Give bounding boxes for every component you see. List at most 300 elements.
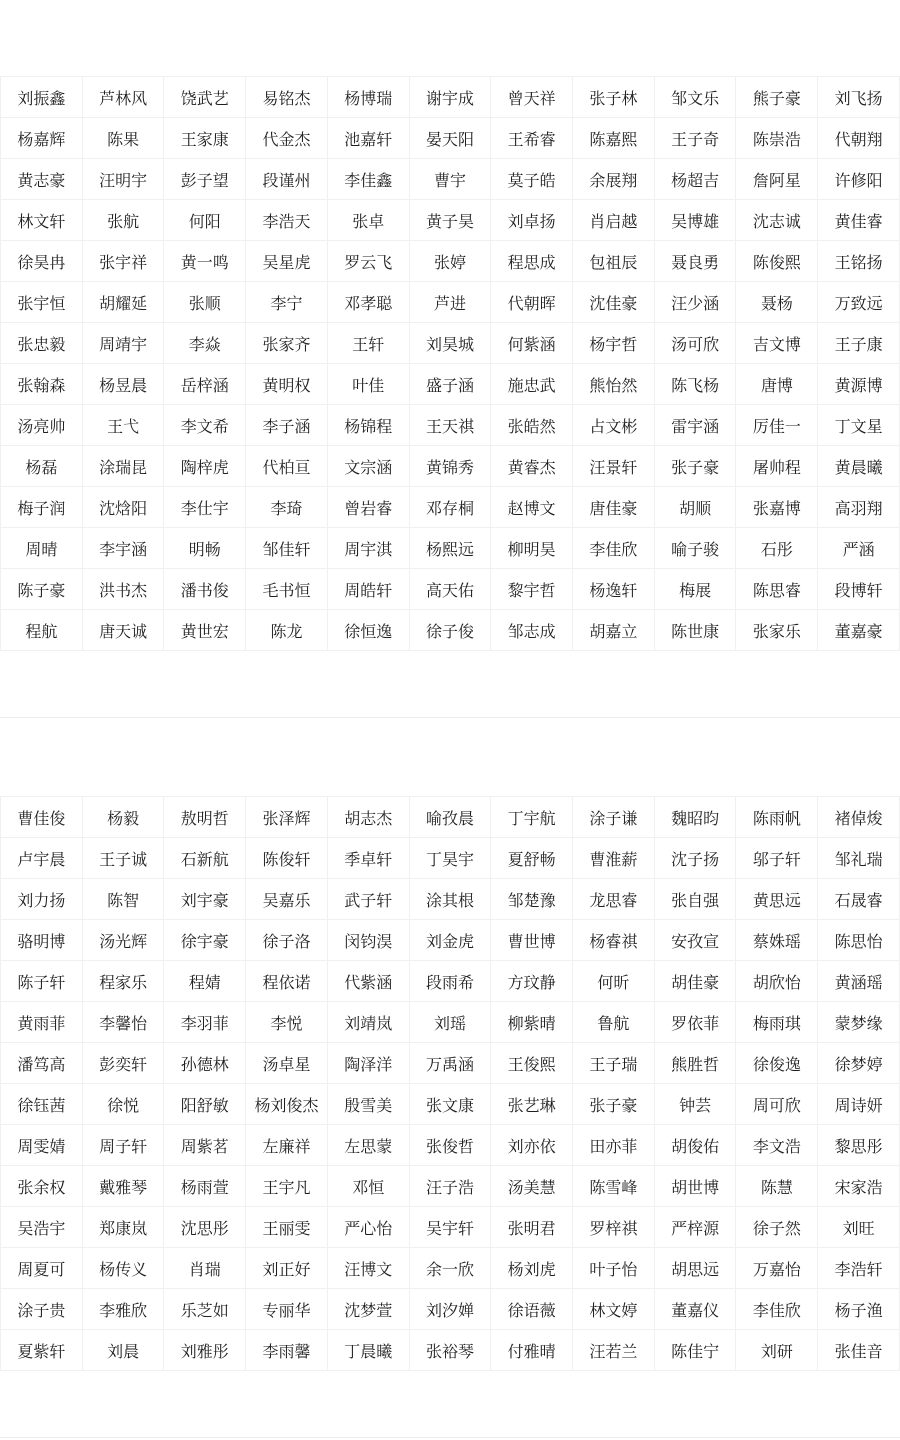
name-cell: 陈子豪 (1, 569, 83, 610)
name-cell: 胡俊佑 (654, 1125, 736, 1166)
name-cell: 洪书杰 (82, 569, 164, 610)
name-cell: 刘瑶 (409, 1002, 491, 1043)
name-cell: 严心怡 (327, 1207, 409, 1248)
name-cell: 徐子洛 (246, 920, 328, 961)
name-cell: 张子豪 (654, 446, 736, 487)
name-cell: 刘靖岚 (327, 1002, 409, 1043)
name-cell: 沈志诚 (736, 200, 818, 241)
name-cell: 周紫茗 (164, 1125, 246, 1166)
name-cell: 杨超吉 (654, 159, 736, 200)
name-cell: 杨子渔 (818, 1289, 900, 1330)
name-cell: 周宇淇 (327, 528, 409, 569)
name-cell: 吴星虎 (246, 241, 328, 282)
name-cell: 陈子轩 (1, 961, 83, 1002)
name-cell: 汪明宇 (82, 159, 164, 200)
name-cell: 聂杨 (736, 282, 818, 323)
name-cell: 汤美慧 (491, 1166, 573, 1207)
name-cell: 黄佳睿 (818, 200, 900, 241)
name-cell: 付雅晴 (491, 1330, 573, 1371)
name-cell: 周可欣 (736, 1084, 818, 1125)
name-cell: 何昕 (573, 961, 655, 1002)
name-cell: 王丽雯 (246, 1207, 328, 1248)
table-row (1, 200, 900, 241)
name-cell: 黄睿杰 (491, 446, 573, 487)
name-cell: 沈子扬 (654, 838, 736, 879)
name-cell: 沈佳豪 (573, 282, 655, 323)
name-cell: 严涵 (818, 528, 900, 569)
table-row (1, 528, 900, 569)
name-cell: 万致远 (818, 282, 900, 323)
name-cell: 李雅欣 (82, 1289, 164, 1330)
name-cell: 宋家浩 (818, 1166, 900, 1207)
name-cell: 陈雪峰 (573, 1166, 655, 1207)
table-row (1, 487, 900, 528)
name-cell: 胡耀延 (82, 282, 164, 323)
name-cell: 肖启越 (573, 200, 655, 241)
name-cell: 杨嘉辉 (1, 118, 83, 159)
name-cell: 陈俊轩 (246, 838, 328, 879)
name-cell: 罗依菲 (654, 1002, 736, 1043)
name-cell: 周皓轩 (327, 569, 409, 610)
name-cell: 闵钧淏 (327, 920, 409, 961)
name-cell: 徐语薇 (491, 1289, 573, 1330)
name-cell: 汪博文 (327, 1248, 409, 1289)
name-cell: 曾岩睿 (327, 487, 409, 528)
name-cell: 张文康 (409, 1084, 491, 1125)
name-cell: 张家齐 (246, 323, 328, 364)
name-cell: 专丽华 (246, 1289, 328, 1330)
name-cell: 张子林 (573, 77, 655, 118)
name-cell: 刘旺 (818, 1207, 900, 1248)
name-cell: 莫子皓 (491, 159, 573, 200)
name-cell: 陈慧 (736, 1166, 818, 1207)
name-cell: 阳舒敏 (164, 1084, 246, 1125)
name-cell: 杨锦程 (327, 405, 409, 446)
name-cell: 严梓源 (654, 1207, 736, 1248)
name-cell: 徐悦 (82, 1084, 164, 1125)
name-cell: 殷雪美 (327, 1084, 409, 1125)
name-cell: 李焱 (164, 323, 246, 364)
name-cell: 郑康岚 (82, 1207, 164, 1248)
table-row (1, 961, 900, 1002)
name-cell: 邹志成 (491, 610, 573, 651)
name-cell: 董嘉豪 (818, 610, 900, 651)
name-cell: 张翰森 (1, 364, 83, 405)
name-cell: 何紫涵 (491, 323, 573, 364)
name-cell: 汤光辉 (82, 920, 164, 961)
name-cell: 王子瑞 (573, 1043, 655, 1084)
name-cell: 汤可欣 (654, 323, 736, 364)
name-cell: 王子康 (818, 323, 900, 364)
name-cell: 沈思彤 (164, 1207, 246, 1248)
name-cell: 黄明权 (246, 364, 328, 405)
name-cell: 施忠武 (491, 364, 573, 405)
name-cell: 孙德林 (164, 1043, 246, 1084)
name-cell: 蔡姝瑶 (736, 920, 818, 961)
name-cell: 张俊哲 (409, 1125, 491, 1166)
name-cell: 黄锦秀 (409, 446, 491, 487)
name-cell: 吴嘉乐 (246, 879, 328, 920)
name-cell: 叶佳 (327, 364, 409, 405)
name-cell: 石新航 (164, 838, 246, 879)
name-cell: 邓恒 (327, 1166, 409, 1207)
name-cell: 段雨希 (409, 961, 491, 1002)
name-cell: 黄思远 (736, 879, 818, 920)
name-cell: 张明君 (491, 1207, 573, 1248)
name-cell: 唐天诚 (82, 610, 164, 651)
name-cell: 陈智 (82, 879, 164, 920)
name-cell: 毛书恒 (246, 569, 328, 610)
name-cell: 刘研 (736, 1330, 818, 1371)
name-cell: 田亦菲 (573, 1125, 655, 1166)
name-cell: 胡志杰 (327, 797, 409, 838)
name-cell: 陈佳宁 (654, 1330, 736, 1371)
name-cell: 曾天祥 (491, 77, 573, 118)
name-cell: 刘卓扬 (491, 200, 573, 241)
name-cell: 余一欣 (409, 1248, 491, 1289)
name-cell: 陈世康 (654, 610, 736, 651)
name-cell: 占文彬 (573, 405, 655, 446)
name-cell: 杨刘俊杰 (246, 1084, 328, 1125)
name-cell: 邹文乐 (654, 77, 736, 118)
table-row (1, 1330, 900, 1371)
name-cell: 王弋 (82, 405, 164, 446)
name-cell: 熊子豪 (736, 77, 818, 118)
name-cell: 潘笃高 (1, 1043, 83, 1084)
name-cell: 张余权 (1, 1166, 83, 1207)
name-cell: 刘正好 (246, 1248, 328, 1289)
name-cell: 涂子贵 (1, 1289, 83, 1330)
name-cell: 刘汐婵 (409, 1289, 491, 1330)
name-cell: 张航 (82, 200, 164, 241)
name-cell: 代朝翔 (818, 118, 900, 159)
name-cell: 夏舒畅 (491, 838, 573, 879)
name-cell: 代金杰 (246, 118, 328, 159)
name-cell: 张泽辉 (246, 797, 328, 838)
name-cell: 李宁 (246, 282, 328, 323)
name-cell: 吴浩宇 (1, 1207, 83, 1248)
name-cell: 徐恒逸 (327, 610, 409, 651)
name-cell: 杨毅 (82, 797, 164, 838)
name-cell: 李悦 (246, 1002, 328, 1043)
table-row (1, 282, 900, 323)
name-cell: 曹世博 (491, 920, 573, 961)
name-cell: 余展翔 (573, 159, 655, 200)
name-cell: 左思蒙 (327, 1125, 409, 1166)
name-cell: 高羽翔 (818, 487, 900, 528)
name-cell: 王子诚 (82, 838, 164, 879)
name-cell: 罗梓祺 (573, 1207, 655, 1248)
name-cell: 文宗涵 (327, 446, 409, 487)
name-cell: 邓存桐 (409, 487, 491, 528)
name-cell: 肖瑞 (164, 1248, 246, 1289)
name-cell: 黄源博 (818, 364, 900, 405)
table-row (1, 1043, 900, 1084)
name-cell: 熊胜哲 (654, 1043, 736, 1084)
name-cell: 丁宇航 (491, 797, 573, 838)
name-cell: 张忠毅 (1, 323, 83, 364)
table-row (1, 879, 900, 920)
name-cell: 刘晨 (82, 1330, 164, 1371)
name-cell: 唐佳豪 (573, 487, 655, 528)
name-cell: 黄涵瑶 (818, 961, 900, 1002)
name-cell: 明畅 (164, 528, 246, 569)
name-cell: 曹淮薪 (573, 838, 655, 879)
name-cell: 张皓然 (491, 405, 573, 446)
section-divider (0, 717, 900, 718)
name-cell: 周诗妍 (818, 1084, 900, 1125)
name-cell: 屠帅程 (736, 446, 818, 487)
name-cell: 汪景轩 (573, 446, 655, 487)
name-cell: 代朝晖 (491, 282, 573, 323)
name-cell: 董嘉仪 (654, 1289, 736, 1330)
name-cell: 龙思睿 (573, 879, 655, 920)
name-cell: 褚倬焌 (818, 797, 900, 838)
table-row (1, 159, 900, 200)
name-cell: 彭子望 (164, 159, 246, 200)
name-cell: 熊怡然 (573, 364, 655, 405)
name-cell: 喻子骏 (654, 528, 736, 569)
name-cell: 徐子俊 (409, 610, 491, 651)
name-cell: 胡世博 (654, 1166, 736, 1207)
name-cell: 梅雨琪 (736, 1002, 818, 1043)
name-table-2 (0, 796, 900, 1371)
table-row (1, 610, 900, 651)
name-cell: 张裕琴 (409, 1330, 491, 1371)
name-cell: 徐子然 (736, 1207, 818, 1248)
name-cell: 周晴 (1, 528, 83, 569)
name-cell: 沈焓阳 (82, 487, 164, 528)
name-cell: 方玟静 (491, 961, 573, 1002)
table-row (1, 1248, 900, 1289)
name-cell: 敖明哲 (164, 797, 246, 838)
name-cell: 李宇涵 (82, 528, 164, 569)
name-cell: 陶梓虎 (164, 446, 246, 487)
name-cell: 柳明昊 (491, 528, 573, 569)
name-cell: 王轩 (327, 323, 409, 364)
name-cell: 张家乐 (736, 610, 818, 651)
name-cell: 石晟睿 (818, 879, 900, 920)
name-cell: 张艺琳 (491, 1084, 573, 1125)
name-cell: 包祖辰 (573, 241, 655, 282)
table-row (1, 446, 900, 487)
name-cell: 汤亮帅 (1, 405, 83, 446)
name-cell: 徐昊冉 (1, 241, 83, 282)
name-cell: 李子涵 (246, 405, 328, 446)
name-cell: 代柏亘 (246, 446, 328, 487)
table-row (1, 838, 900, 879)
name-cell: 汪少涵 (654, 282, 736, 323)
table-row (1, 1125, 900, 1166)
name-cell: 吴宇轩 (409, 1207, 491, 1248)
name-cell: 彭奕轩 (82, 1043, 164, 1084)
name-cell: 邬子轩 (736, 838, 818, 879)
name-cell: 陈嘉熙 (573, 118, 655, 159)
name-cell: 喻孜晨 (409, 797, 491, 838)
name-cell: 段谨州 (246, 159, 328, 200)
name-cell: 聂良勇 (654, 241, 736, 282)
name-cell: 邹礼瑞 (818, 838, 900, 879)
name-cell: 詹阿星 (736, 159, 818, 200)
name-cell: 徐俊逸 (736, 1043, 818, 1084)
name-cell: 黄一鸣 (164, 241, 246, 282)
name-cell: 黄志豪 (1, 159, 83, 200)
name-cell: 胡欣怡 (736, 961, 818, 1002)
name-cell: 李文希 (164, 405, 246, 446)
name-cell: 卢宇晨 (1, 838, 83, 879)
name-cell: 万嘉怡 (736, 1248, 818, 1289)
name-cell: 乐芝如 (164, 1289, 246, 1330)
name-cell: 黎思彤 (818, 1125, 900, 1166)
name-cell: 王家康 (164, 118, 246, 159)
name-cell: 张子豪 (573, 1084, 655, 1125)
name-cell: 潘书俊 (164, 569, 246, 610)
name-cell: 刘昊城 (409, 323, 491, 364)
name-cell: 刘力扬 (1, 879, 83, 920)
name-cell: 许修阳 (818, 159, 900, 200)
table-row (1, 1166, 900, 1207)
table-row (1, 241, 900, 282)
name-cell: 胡思远 (654, 1248, 736, 1289)
name-cell: 张佳音 (818, 1330, 900, 1371)
name-cell: 唐博 (736, 364, 818, 405)
name-cell: 赵博文 (491, 487, 573, 528)
name-cell: 钟芸 (654, 1084, 736, 1125)
name-cell: 戴雅琴 (82, 1166, 164, 1207)
table-row (1, 1084, 900, 1125)
name-cell: 胡佳豪 (654, 961, 736, 1002)
table-row (1, 118, 900, 159)
name-cell: 蒙梦缘 (818, 1002, 900, 1043)
name-cell: 柳紫晴 (491, 1002, 573, 1043)
name-cell: 程思成 (491, 241, 573, 282)
name-cell: 吴博雄 (654, 200, 736, 241)
name-table-1 (0, 76, 900, 651)
name-cell: 沈梦萱 (327, 1289, 409, 1330)
name-cell: 杨雨萱 (164, 1166, 246, 1207)
name-cell: 王希睿 (491, 118, 573, 159)
name-cell: 杨博瑞 (327, 77, 409, 118)
name-cell: 陈崇浩 (736, 118, 818, 159)
table-row (1, 364, 900, 405)
name-cell: 李佳欣 (736, 1289, 818, 1330)
name-cell: 程依诺 (246, 961, 328, 1002)
table-row (1, 405, 900, 446)
name-cell: 万禹涵 (409, 1043, 491, 1084)
name-cell: 罗云飞 (327, 241, 409, 282)
name-cell: 张顺 (164, 282, 246, 323)
name-cell: 刘宇豪 (164, 879, 246, 920)
name-cell: 李文浩 (736, 1125, 818, 1166)
name-cell: 林文轩 (1, 200, 83, 241)
name-cell: 邓孝聪 (327, 282, 409, 323)
name-cell: 杨磊 (1, 446, 83, 487)
name-cell: 李仕宇 (164, 487, 246, 528)
table-row (1, 1207, 900, 1248)
name-cell: 饶武艺 (164, 77, 246, 118)
name-cell: 叶子怡 (573, 1248, 655, 1289)
name-cell: 陈思睿 (736, 569, 818, 610)
name-cell: 徐宇豪 (164, 920, 246, 961)
name-cell: 陈俊熙 (736, 241, 818, 282)
name-cell: 张自强 (654, 879, 736, 920)
name-cell: 邹楚豫 (491, 879, 573, 920)
name-cell: 杨熙远 (409, 528, 491, 569)
name-cell: 刘飞扬 (818, 77, 900, 118)
name-cell: 易铭杰 (246, 77, 328, 118)
name-cell: 程航 (1, 610, 83, 651)
name-cell: 李雨馨 (246, 1330, 328, 1371)
name-cell: 汤卓星 (246, 1043, 328, 1084)
name-cell: 王俊熙 (491, 1043, 573, 1084)
name-cell: 曹佳俊 (1, 797, 83, 838)
name-cell: 魏昭昀 (654, 797, 736, 838)
name-cell: 李浩天 (246, 200, 328, 241)
name-cell: 杨逸轩 (573, 569, 655, 610)
name-cell: 黄雨菲 (1, 1002, 83, 1043)
name-cell: 陈飞杨 (654, 364, 736, 405)
name-cell: 李佳欣 (573, 528, 655, 569)
name-cell: 丁文星 (818, 405, 900, 446)
name-cell: 杨睿祺 (573, 920, 655, 961)
name-cell: 胡顺 (654, 487, 736, 528)
name-cell: 安孜宣 (654, 920, 736, 961)
name-cell: 徐钰茜 (1, 1084, 83, 1125)
table-row (1, 797, 900, 838)
name-cell: 芦林风 (82, 77, 164, 118)
name-cell: 代紫涵 (327, 961, 409, 1002)
name-cell: 程婧 (164, 961, 246, 1002)
name-cell: 晏天阳 (409, 118, 491, 159)
table-row (1, 1289, 900, 1330)
name-cell: 陈龙 (246, 610, 328, 651)
name-cell: 厉佳一 (736, 405, 818, 446)
name-cell: 林文婷 (573, 1289, 655, 1330)
name-cell: 周夏可 (1, 1248, 83, 1289)
name-cell: 徐梦婷 (818, 1043, 900, 1084)
name-cell: 段博轩 (818, 569, 900, 610)
table-row (1, 920, 900, 961)
name-cell: 吉文博 (736, 323, 818, 364)
name-cell: 杨传义 (82, 1248, 164, 1289)
name-table-2-body (1, 797, 900, 1371)
name-cell: 陈思怡 (818, 920, 900, 961)
name-cell: 李浩轩 (818, 1248, 900, 1289)
name-cell: 刘金虎 (409, 920, 491, 961)
table-row (1, 323, 900, 364)
name-cell: 涂瑞昆 (82, 446, 164, 487)
name-cell: 张婷 (409, 241, 491, 282)
name-cell: 汪子浩 (409, 1166, 491, 1207)
name-cell: 张宇恒 (1, 282, 83, 323)
name-cell: 刘雅彤 (164, 1330, 246, 1371)
name-cell: 梅展 (654, 569, 736, 610)
name-cell: 杨刘虎 (491, 1248, 573, 1289)
name-cell: 陶泽洋 (327, 1043, 409, 1084)
name-cell: 武子轩 (327, 879, 409, 920)
name-cell: 何阳 (164, 200, 246, 241)
name-cell: 黄世宏 (164, 610, 246, 651)
name-cell: 岳梓涵 (164, 364, 246, 405)
name-cell: 雷宇涵 (654, 405, 736, 446)
table-row (1, 77, 900, 118)
name-table-1-body (1, 77, 900, 651)
name-cell: 季卓轩 (327, 838, 409, 879)
name-cell: 梅子润 (1, 487, 83, 528)
name-cell: 丁晨曦 (327, 1330, 409, 1371)
name-cell: 盛子涵 (409, 364, 491, 405)
name-cell: 汪若兰 (573, 1330, 655, 1371)
